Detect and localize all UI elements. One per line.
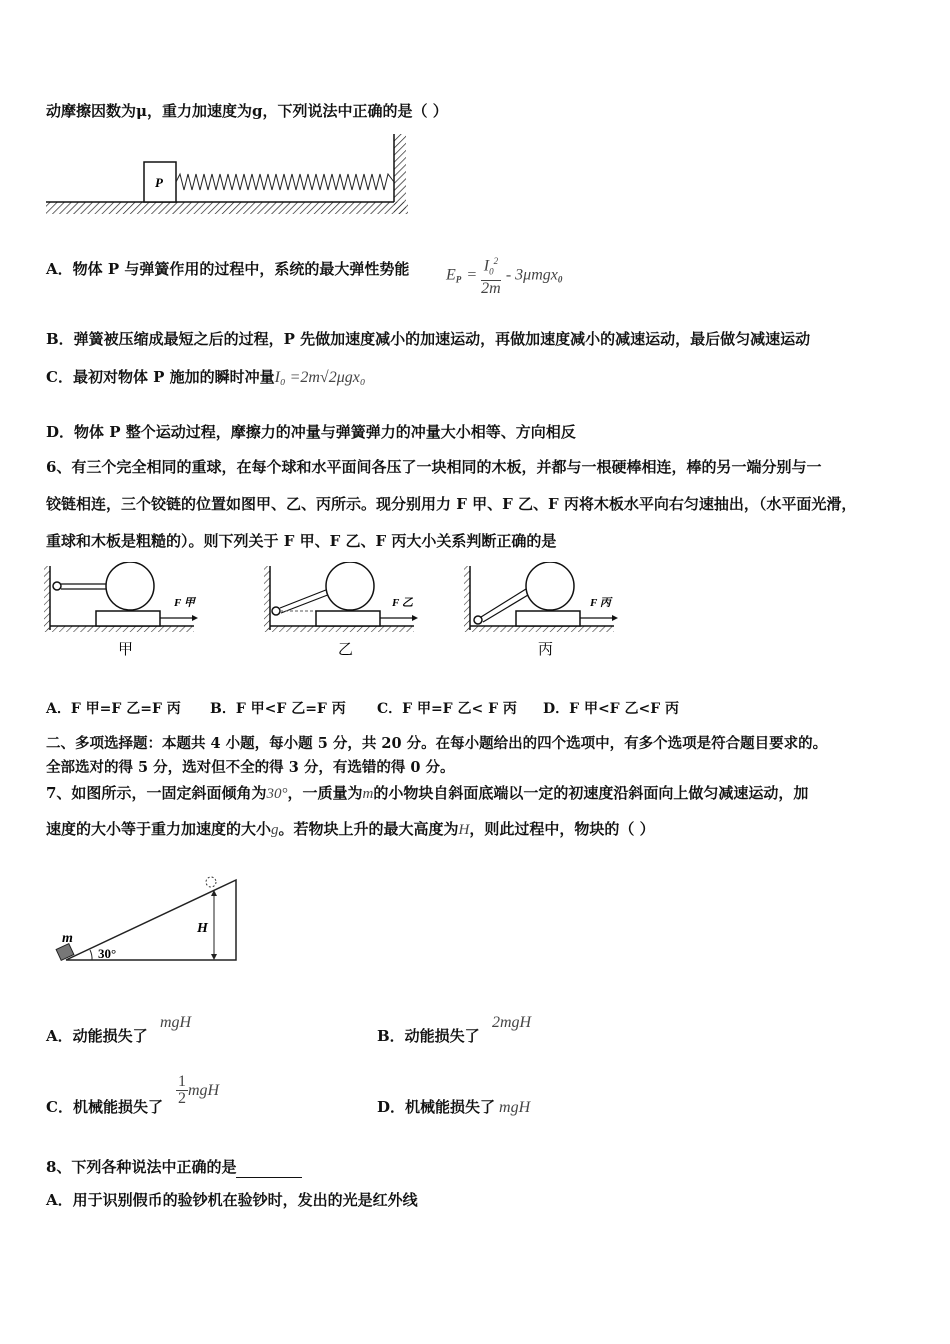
ground-hatch [46, 202, 408, 214]
q5-option-d: D．物体 P 整个运动过程，摩擦力的冲量与弹簧弹力的冲量大小相等、方向相反 [46, 423, 576, 441]
figure-yi [264, 562, 418, 658]
q6-option-b: B．F 甲<F 乙=F 丙 [210, 701, 346, 717]
q5-c-formula: I₀ =2m√2μgx₀ [274, 369, 366, 386]
q6-option-c: C．F 甲=F 乙< F 丙 [377, 701, 517, 717]
figure-jia [44, 562, 198, 658]
q5-intro: 动摩擦因数为μ，重力加速度为g，下列说法中正确的是（ ） [46, 102, 448, 120]
q7-line1: 7、如图所示，一固定斜面倾角为30°，一质量为m的小物块自斜面底端以一定的初速度沿斜面向上做匀减速运动，加 [46, 784, 809, 802]
q7-line2: 速度的大小等于重力加速度的大小g。若物块上升的最大高度为H，则此过程中，物块的（ ） [46, 820, 655, 838]
svg-text:F 甲: F 甲 [174, 597, 195, 609]
fig-label-jia: 甲 [118, 640, 134, 658]
q7-option-c: C．机械能损失了 [46, 1098, 163, 1116]
q7-incline-figure [54, 870, 244, 970]
q7-option-d: D．机械能损失了 mgH [377, 1098, 531, 1116]
q5-option-a [46, 258, 409, 280]
svg-text:m: m [62, 931, 73, 946]
q8-answer-blank[interactable] [236, 1163, 302, 1178]
q7-option-c-val: $\frac{1}{2}$ mgH [178, 1073, 220, 1107]
q7-option-a-val: mgH [160, 1014, 192, 1031]
q7-option-a: A．动能损失了 [46, 1027, 148, 1045]
fig-label-yi: 乙 [338, 640, 354, 658]
svg-text:H: H [197, 921, 208, 936]
block-p-label: P [155, 175, 163, 190]
fig-label-bing: 丙 [538, 640, 554, 658]
q6-figures [44, 562, 624, 662]
figure-bing [464, 562, 618, 658]
q5-a-fraction: $\frac{I_0^2}{2m}$ [481, 253, 501, 297]
q5-option-a-text: A．物体 P 与弹簧作用的过程中，系统的最大弹性势能 [46, 260, 410, 278]
q5-option-b: B．弹簧被压缩成最短之后的过程，P 先做加速度减小的加速运动，再做加速度减小的减速运动，最后做匀减速运动 [46, 330, 811, 348]
q5-spring-figure [44, 130, 410, 220]
q6-option-d: D．F 甲<F 乙<F 丙 [543, 701, 680, 717]
svg-text:F 乙: F 乙 [392, 597, 413, 609]
q8-option-a: A．用于识别假币的验钞机在验钞时，发出的光是红外线 [46, 1191, 418, 1209]
svg-text:F 丙: F 丙 [590, 597, 611, 609]
q6-option-a: A．F 甲=F 乙=F 丙 [46, 701, 181, 717]
q6-line2: 铰链相连，三个铰链的位置如图甲、乙、丙所示。现分别用力 F 甲、F 乙、F 丙将木板水平向右匀速抽出，（水平面光滑， [46, 495, 857, 513]
q5-option-a-formula: $E_P$ = $\frac{I_0^2}{2m}$ - 3μmgx$_0$ [446, 253, 562, 297]
q7-option-b: B．动能损失了 [377, 1027, 480, 1045]
q7-option-b-val: 2mgH [492, 1014, 532, 1031]
q5-option-c: C．最初对物体 P 施加的瞬时冲量I₀ =2m√2μgx₀ [46, 368, 366, 386]
q8-stem: 8、下列各种说法中正确的是 [46, 1156, 302, 1178]
svg-text:30°: 30° [98, 946, 117, 961]
q6-line1: 6、有三个完全相同的重球，在每个球和水平面间各压了一块相同的木板，并都与一根硬棒相连，棒的另一端分别与一 [46, 458, 822, 476]
q6-line3: 重球和木板是粗糙的）。则下列关于 F 甲、F 乙、F 丙大小关系判断正确的是 [46, 532, 557, 550]
spring [176, 174, 394, 190]
section2-line2: 全部选对的得 5 分，选对但不全的得 3 分，有选错的得 0 分。 [46, 759, 455, 776]
section2-line1: 二、多项选择题：本题共 4 小题，每小题 5 分，共 20 分。在每小题给出的四个选项中，有多个选项是符合题目要求的。 [46, 735, 828, 752]
wall-hatch [394, 134, 406, 214]
